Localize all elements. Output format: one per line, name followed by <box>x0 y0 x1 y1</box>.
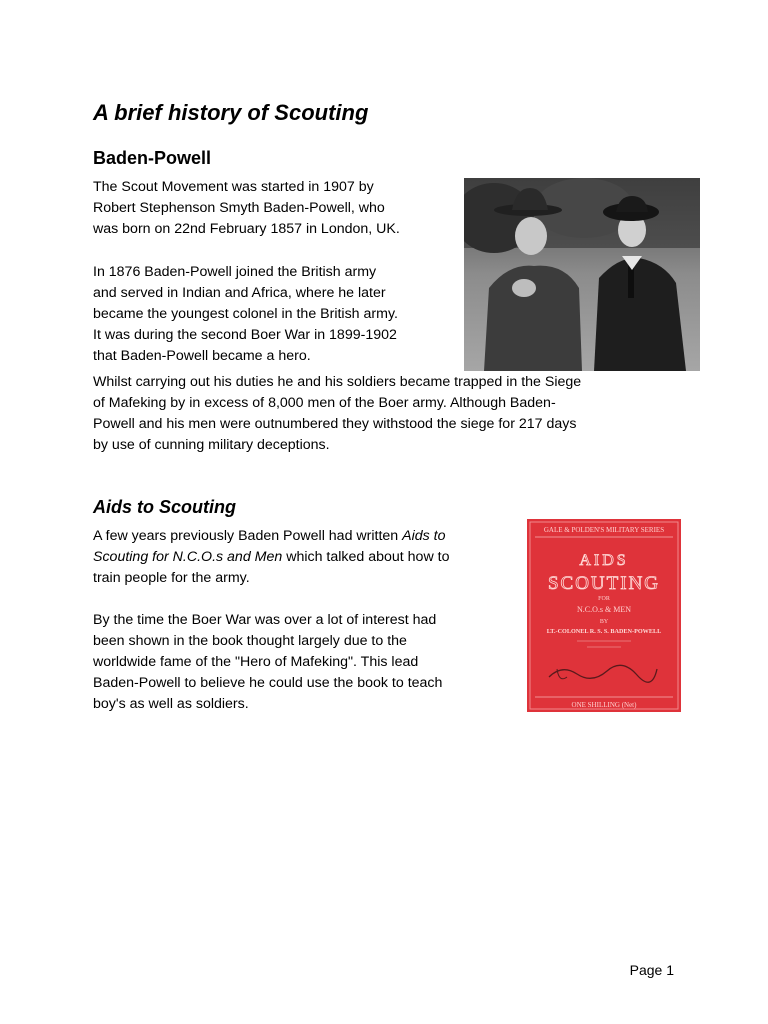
text-line: By the time the Boer War was over a lot of interest had <box>93 612 437 628</box>
book-title-scouting: SCOUTING <box>547 573 661 594</box>
text-line: by use of cunning military deceptions. <box>93 437 330 453</box>
text-fragment: A few years previously Baden Powell had written <box>93 528 403 544</box>
text-line: was born on 22nd February 1857 in London, UK. <box>93 221 400 237</box>
book-cover-image <box>527 519 681 712</box>
book-author: LT.-COLONEL R. S. S. BADEN-POWELL <box>546 628 662 635</box>
photo-image <box>464 178 700 371</box>
book-title-fragment: Aids to <box>402 528 446 544</box>
text-line: worldwide fame of the "Hero of Mafeking". This lead <box>93 654 419 670</box>
book-title-aids: AIDS <box>579 552 629 569</box>
text-line: Baden-Powell to believe he could use the book to teach <box>93 675 443 691</box>
text-line <box>93 547 449 568</box>
book-title-fragment: Scouting for N.C.O.s and Men <box>93 549 283 565</box>
heading-baden-powell: Baden-Powell <box>93 148 212 168</box>
text-line: became the youngest colonel in the British army. <box>93 306 398 322</box>
baden-powell-photo <box>464 178 700 371</box>
text-line: been shown in the book thought largely due to the <box>93 633 407 649</box>
text-line: train people for the army. <box>93 570 250 586</box>
paragraph-intro <box>93 177 400 240</box>
book-subtitle: N.C.O.s & MEN <box>576 605 632 614</box>
book-price: ONE SHILLING (Net) <box>571 701 637 709</box>
paragraph-mafeking <box>93 372 581 456</box>
paragraph-army <box>93 262 398 367</box>
text-line: Powell and his men were outnumbered they withstood the siege for 217 days <box>93 416 577 432</box>
page-title: A brief history of Scouting <box>93 100 369 125</box>
text-line <box>93 526 449 547</box>
text-line: It was during the second Boer War in 1899-1902 <box>93 327 397 343</box>
text-line: boy's as well as soldiers. <box>93 696 249 712</box>
book-series: GALE & POLDEN'S MILITARY SERIES <box>543 526 665 534</box>
book-cover-art <box>527 519 681 712</box>
text-line: that Baden-Powell became a hero. <box>93 348 311 364</box>
text-fragment: which talked about how to <box>282 549 450 565</box>
text-line: of Mafeking by in excess of 8,000 men of the Boer army. Although Baden- <box>93 395 556 411</box>
paragraph-aids-intro <box>93 526 449 589</box>
text-line: In 1876 Baden-Powell joined the British army <box>93 264 377 280</box>
page-number: Page 1 <box>629 962 674 978</box>
book-for: FOR <box>598 596 610 602</box>
book-by: BY <box>599 619 609 625</box>
text-line: and served in Indian and Africa, where he later <box>93 285 386 301</box>
text-line: Whilst carrying out his duties he and his soldiers became trapped in the Siege <box>93 374 582 390</box>
paragraph-boer-war <box>93 610 442 715</box>
text-line: Robert Stephenson Smyth Baden-Powell, who <box>93 200 385 216</box>
heading-aids-to-scouting: Aids to Scouting <box>93 497 236 517</box>
text-line: The Scout Movement was started in 1907 by <box>93 179 374 195</box>
